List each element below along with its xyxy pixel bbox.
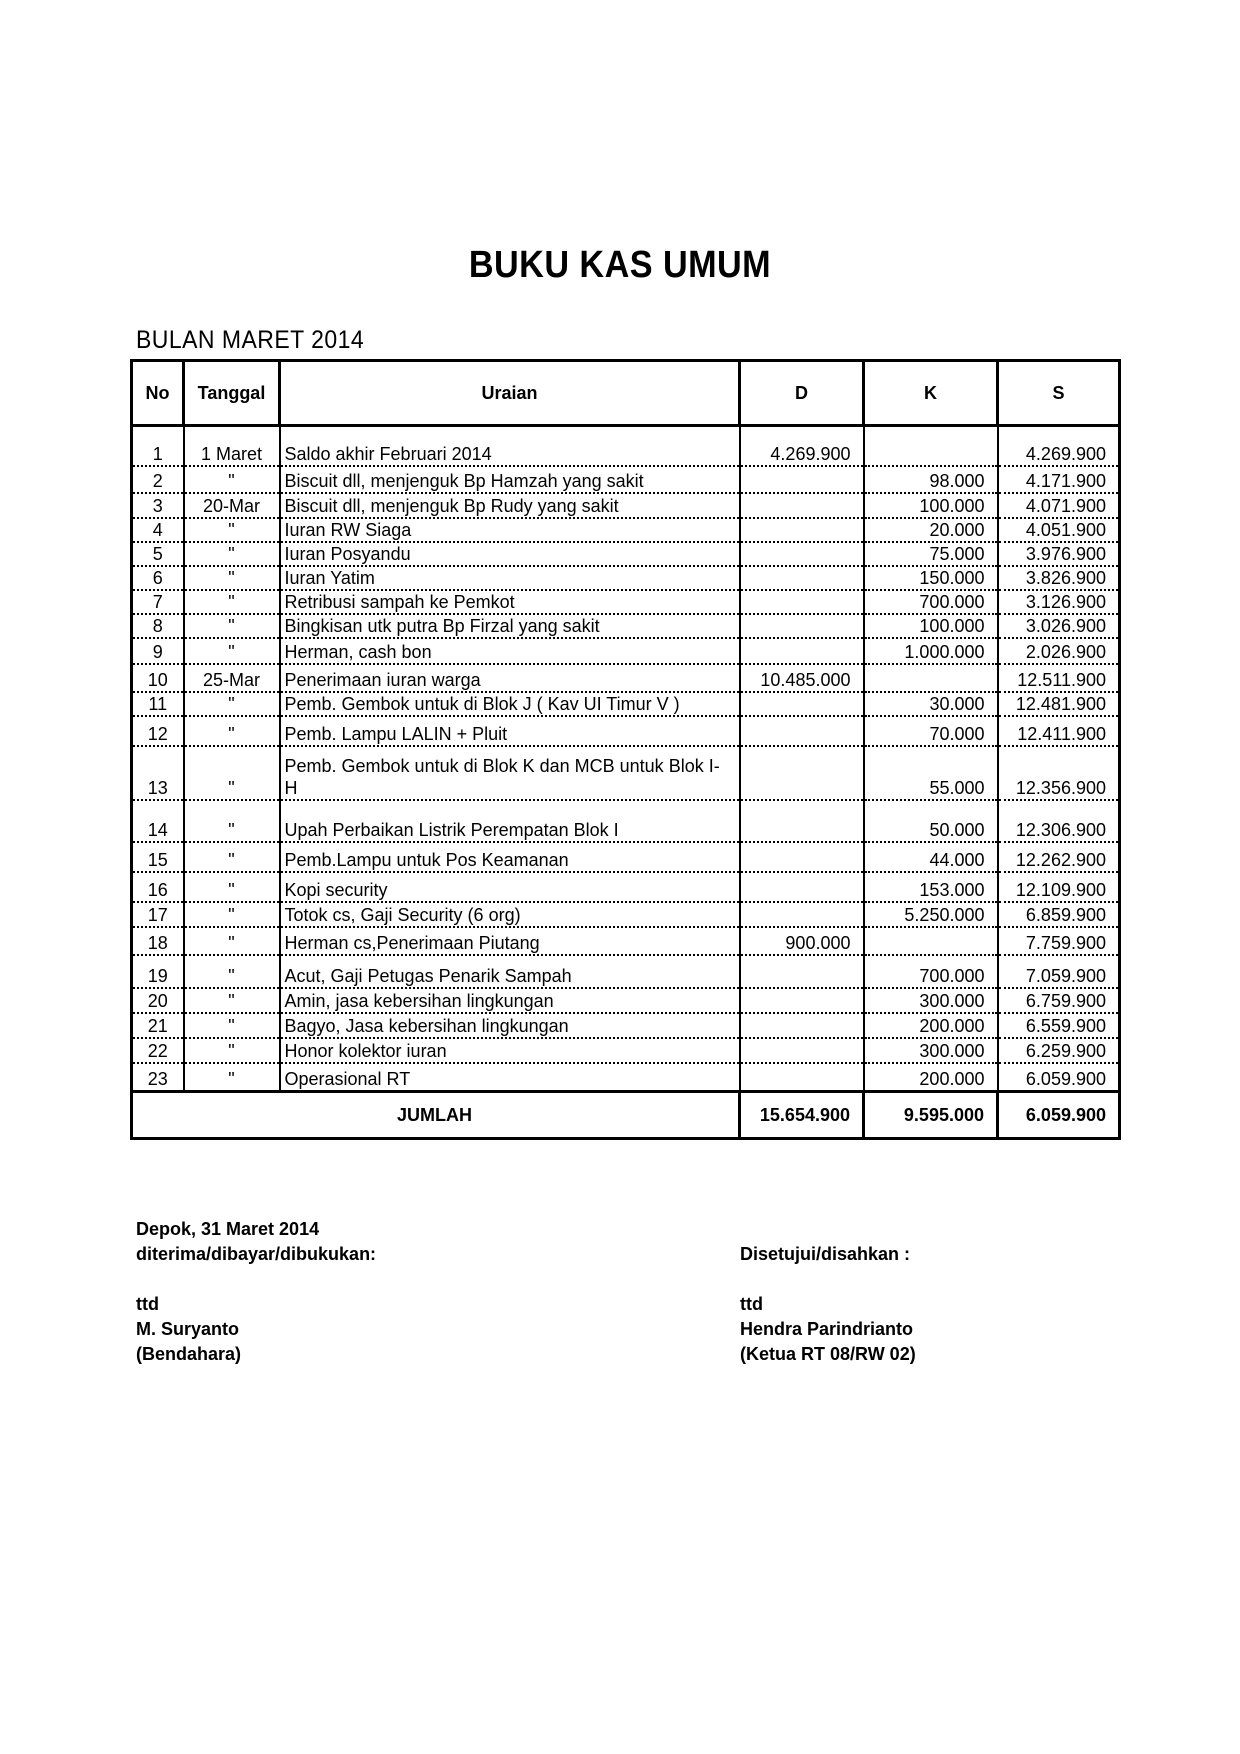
table-row bbox=[132, 872, 1120, 902]
row-tanggal: " bbox=[184, 746, 280, 800]
total-label: JUMLAH bbox=[132, 1092, 740, 1139]
row-debit bbox=[740, 614, 864, 638]
table-row bbox=[132, 692, 1120, 716]
row-kredit: 700.000 bbox=[864, 955, 998, 988]
row-uraian: Totok cs, Gaji Security (6 org) bbox=[280, 902, 740, 927]
row-uraian: Pemb.Lampu untuk Pos Keamanan bbox=[280, 842, 740, 872]
row-no: 2 bbox=[132, 466, 184, 493]
row-debit: 10.485.000 bbox=[740, 664, 864, 692]
document-title: BUKU KAS UMUM bbox=[468, 244, 772, 286]
right-ttd: ttd bbox=[740, 1294, 763, 1314]
row-saldo: 12.511.900 bbox=[998, 664, 1120, 692]
row-tanggal: " bbox=[184, 1063, 280, 1092]
table-total-row bbox=[132, 1092, 1120, 1139]
row-saldo: 12.411.900 bbox=[998, 716, 1120, 746]
row-uraian: Bagyo, Jasa kebersihan lingkungan bbox=[280, 1013, 740, 1038]
row-saldo: 7.059.900 bbox=[998, 955, 1120, 988]
table-row bbox=[132, 1013, 1120, 1038]
table-row bbox=[132, 1038, 1120, 1063]
row-saldo: 3.976.900 bbox=[998, 542, 1120, 566]
row-no: 10 bbox=[132, 664, 184, 692]
row-uraian: Saldo akhir Februari 2014 bbox=[280, 426, 740, 466]
row-debit bbox=[740, 872, 864, 902]
row-kredit: 20.000 bbox=[864, 518, 998, 542]
row-debit bbox=[740, 716, 864, 746]
header-no: No bbox=[132, 361, 184, 426]
row-no: 18 bbox=[132, 927, 184, 955]
row-kredit bbox=[864, 927, 998, 955]
row-debit bbox=[740, 493, 864, 518]
row-no: 21 bbox=[132, 1013, 184, 1038]
row-uraian: Amin, jasa kebersihan lingkungan bbox=[280, 988, 740, 1013]
row-uraian: Herman cs,Penerimaan Piutang bbox=[280, 927, 740, 955]
total-debit: 15.654.900 bbox=[740, 1092, 864, 1139]
row-debit bbox=[740, 638, 864, 664]
right-name: Hendra Parindrianto bbox=[740, 1319, 914, 1339]
row-debit bbox=[740, 566, 864, 590]
row-debit: 4.269.900 bbox=[740, 426, 864, 466]
left-caption: diterima/dibayar/dibukukan: bbox=[136, 1244, 377, 1264]
row-tanggal: " bbox=[184, 716, 280, 746]
row-no: 22 bbox=[132, 1038, 184, 1063]
table-row bbox=[132, 518, 1120, 542]
row-kredit: 30.000 bbox=[864, 692, 998, 716]
row-kredit: 44.000 bbox=[864, 842, 998, 872]
row-kredit: 700.000 bbox=[864, 590, 998, 614]
table-header-row bbox=[132, 361, 1120, 426]
row-tanggal: " bbox=[184, 955, 280, 988]
table-row bbox=[132, 955, 1120, 988]
table-row bbox=[132, 614, 1120, 638]
row-no: 8 bbox=[132, 614, 184, 638]
table-row bbox=[132, 493, 1120, 518]
row-debit bbox=[740, 518, 864, 542]
row-no: 11 bbox=[132, 692, 184, 716]
row-saldo: 4.269.900 bbox=[998, 426, 1120, 466]
total-saldo: 6.059.900 bbox=[998, 1092, 1120, 1139]
table-row bbox=[132, 1063, 1120, 1092]
row-kredit: 200.000 bbox=[864, 1013, 998, 1038]
table-row bbox=[132, 566, 1120, 590]
table-row bbox=[132, 842, 1120, 872]
row-no: 5 bbox=[132, 542, 184, 566]
row-debit bbox=[740, 988, 864, 1013]
row-saldo: 7.759.900 bbox=[998, 927, 1120, 955]
table-row bbox=[132, 988, 1120, 1013]
table-row bbox=[132, 426, 1120, 466]
row-kredit: 150.000 bbox=[864, 566, 998, 590]
row-tanggal: " bbox=[184, 800, 280, 842]
row-uraian: Operasional RT bbox=[280, 1063, 740, 1092]
row-tanggal: " bbox=[184, 1013, 280, 1038]
row-saldo: 3.026.900 bbox=[998, 614, 1120, 638]
row-debit bbox=[740, 842, 864, 872]
row-tanggal: " bbox=[184, 902, 280, 927]
row-tanggal: " bbox=[184, 542, 280, 566]
row-tanggal: " bbox=[184, 692, 280, 716]
table-row bbox=[132, 746, 1120, 800]
row-tanggal: " bbox=[184, 638, 280, 664]
row-tanggal: " bbox=[184, 590, 280, 614]
cash-book-table bbox=[130, 359, 1121, 1140]
row-saldo: 12.262.900 bbox=[998, 842, 1120, 872]
row-debit bbox=[740, 1038, 864, 1063]
row-saldo: 4.071.900 bbox=[998, 493, 1120, 518]
row-no: 15 bbox=[132, 842, 184, 872]
row-no: 20 bbox=[132, 988, 184, 1013]
row-saldo: 6.559.900 bbox=[998, 1013, 1120, 1038]
total-kredit: 9.595.000 bbox=[864, 1092, 998, 1139]
row-kredit: 300.000 bbox=[864, 988, 998, 1013]
header-kredit: K bbox=[864, 361, 998, 426]
row-uraian: Bingkisan utk putra Bp Firzal yang sakit bbox=[280, 614, 740, 638]
row-no: 17 bbox=[132, 902, 184, 927]
row-kredit bbox=[864, 664, 998, 692]
table-row bbox=[132, 902, 1120, 927]
row-uraian: Biscuit dll, menjenguk Bp Hamzah yang sakit bbox=[280, 466, 740, 493]
row-kredit: 100.000 bbox=[864, 614, 998, 638]
row-uraian: Iuran RW Siaga bbox=[280, 518, 740, 542]
row-uraian: Upah Perbaikan Listrik Perempatan Blok I bbox=[280, 800, 740, 842]
left-ttd: ttd bbox=[136, 1294, 159, 1314]
row-kredit: 75.000 bbox=[864, 542, 998, 566]
header-tanggal: Tanggal bbox=[184, 361, 280, 426]
row-saldo: 6.759.900 bbox=[998, 988, 1120, 1013]
row-kredit: 100.000 bbox=[864, 493, 998, 518]
row-debit bbox=[740, 800, 864, 842]
row-no: 6 bbox=[132, 566, 184, 590]
row-uraian: Iuran Posyandu bbox=[280, 542, 740, 566]
row-kredit: 300.000 bbox=[864, 1038, 998, 1063]
place-date: Depok, 31 Maret 2014 bbox=[136, 1219, 320, 1239]
row-kredit: 70.000 bbox=[864, 716, 998, 746]
row-uraian: Honor kolektor iuran bbox=[280, 1038, 740, 1063]
table-row bbox=[132, 716, 1120, 746]
row-debit bbox=[740, 746, 864, 800]
row-debit bbox=[740, 1063, 864, 1092]
header-debit: D bbox=[740, 361, 864, 426]
row-saldo: 3.126.900 bbox=[998, 590, 1120, 614]
row-no: 12 bbox=[132, 716, 184, 746]
left-name: M. Suryanto bbox=[136, 1319, 240, 1339]
header-saldo: S bbox=[998, 361, 1120, 426]
row-tanggal: " bbox=[184, 872, 280, 902]
row-tanggal: 25-Mar bbox=[184, 664, 280, 692]
row-tanggal: " bbox=[184, 927, 280, 955]
row-saldo: 12.481.900 bbox=[998, 692, 1120, 716]
row-tanggal: " bbox=[184, 466, 280, 493]
row-kredit: 98.000 bbox=[864, 466, 998, 493]
row-saldo: 6.059.900 bbox=[998, 1063, 1120, 1092]
row-kredit: 1.000.000 bbox=[864, 638, 998, 664]
row-kredit: 200.000 bbox=[864, 1063, 998, 1092]
row-kredit: 55.000 bbox=[864, 746, 998, 800]
row-saldo: 4.171.900 bbox=[998, 466, 1120, 493]
row-uraian: Acut, Gaji Petugas Penarik Sampah bbox=[280, 955, 740, 988]
table-row bbox=[132, 590, 1120, 614]
row-saldo: 6.859.900 bbox=[998, 902, 1120, 927]
table-row bbox=[132, 664, 1120, 692]
row-saldo: 12.306.900 bbox=[998, 800, 1120, 842]
row-no: 7 bbox=[132, 590, 184, 614]
row-debit: 900.000 bbox=[740, 927, 864, 955]
row-kredit: 50.000 bbox=[864, 800, 998, 842]
row-no: 16 bbox=[132, 872, 184, 902]
row-tanggal: 1 Maret bbox=[184, 426, 280, 466]
row-uraian: Iuran Yatim bbox=[280, 566, 740, 590]
row-saldo: 2.026.900 bbox=[998, 638, 1120, 664]
table-body bbox=[132, 426, 1120, 1092]
row-tanggal: " bbox=[184, 1038, 280, 1063]
table-row bbox=[132, 542, 1120, 566]
row-uraian: Pemb. Gembok untuk di Blok K dan MCB untuk Blok I-H bbox=[280, 746, 740, 800]
row-tanggal: " bbox=[184, 518, 280, 542]
row-uraian: Penerimaan iuran warga bbox=[280, 664, 740, 692]
header-uraian: Uraian bbox=[280, 361, 740, 426]
row-tanggal: " bbox=[184, 988, 280, 1013]
row-debit bbox=[740, 590, 864, 614]
row-uraian: Pemb. Lampu LALIN + Pluit bbox=[280, 716, 740, 746]
row-uraian: Pemb. Gembok untuk di Blok J ( Kav UI Timur V ) bbox=[280, 692, 740, 716]
row-kredit: 153.000 bbox=[864, 872, 998, 902]
table-row bbox=[132, 927, 1120, 955]
row-debit bbox=[740, 1013, 864, 1038]
row-no: 1 bbox=[132, 426, 184, 466]
left-role: (Bendahara) bbox=[136, 1344, 242, 1364]
row-uraian: Retribusi sampah ke Pemkot bbox=[280, 590, 740, 614]
row-saldo: 12.109.900 bbox=[998, 872, 1120, 902]
row-debit bbox=[740, 542, 864, 566]
row-debit bbox=[740, 692, 864, 716]
row-uraian: Biscuit dll, menjenguk Bp Rudy yang sakit bbox=[280, 493, 740, 518]
row-tanggal: " bbox=[184, 566, 280, 590]
row-saldo: 3.826.900 bbox=[998, 566, 1120, 590]
signature-left bbox=[136, 1217, 376, 1367]
row-debit bbox=[740, 902, 864, 927]
row-saldo: 6.259.900 bbox=[998, 1038, 1120, 1063]
row-debit bbox=[740, 466, 864, 493]
row-tanggal: 20-Mar bbox=[184, 493, 280, 518]
signature-right bbox=[740, 1242, 916, 1367]
row-no: 13 bbox=[132, 746, 184, 800]
row-no: 3 bbox=[132, 493, 184, 518]
row-no: 9 bbox=[132, 638, 184, 664]
row-uraian: Kopi security bbox=[280, 872, 740, 902]
table-row bbox=[132, 800, 1120, 842]
row-no: 14 bbox=[132, 800, 184, 842]
row-no: 19 bbox=[132, 955, 184, 988]
row-saldo: 4.051.900 bbox=[998, 518, 1120, 542]
row-no: 4 bbox=[132, 518, 184, 542]
right-role: (Ketua RT 08/RW 02) bbox=[740, 1344, 916, 1364]
document-subtitle: BULAN MARET 2014 bbox=[136, 326, 365, 354]
row-uraian: Herman, cash bon bbox=[280, 638, 740, 664]
table-row bbox=[132, 638, 1120, 664]
row-tanggal: " bbox=[184, 614, 280, 638]
row-no: 23 bbox=[132, 1063, 184, 1092]
right-caption: Disetujui/disahkan : bbox=[740, 1244, 911, 1264]
row-saldo: 12.356.900 bbox=[998, 746, 1120, 800]
row-kredit: 5.250.000 bbox=[864, 902, 998, 927]
table-row bbox=[132, 466, 1120, 493]
row-kredit bbox=[864, 426, 998, 466]
row-debit bbox=[740, 955, 864, 988]
row-tanggal: " bbox=[184, 842, 280, 872]
